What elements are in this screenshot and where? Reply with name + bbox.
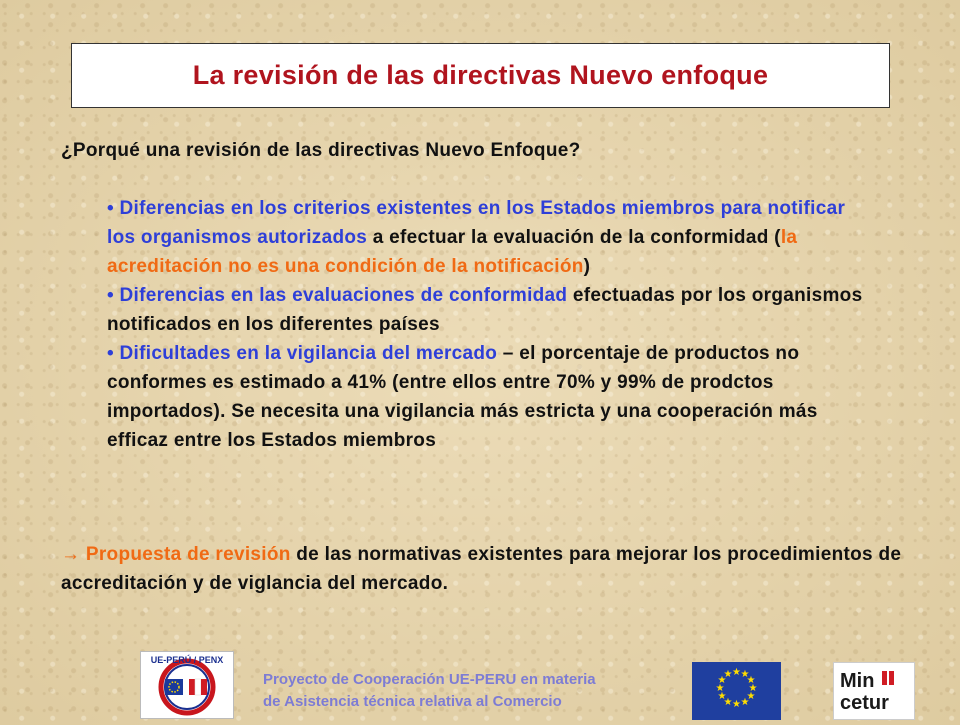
conclusion-highlight: → Propuesta de revisión (61, 544, 291, 565)
svg-text:★: ★ (715, 683, 725, 694)
eu-stars-icon (692, 662, 781, 720)
svg-text:★: ★ (732, 699, 741, 710)
svg-text:★: ★ (717, 691, 727, 702)
svg-text:★: ★ (748, 683, 758, 694)
bullet-item-3 (107, 339, 867, 455)
footer-project-text (263, 669, 693, 713)
conclusion (61, 540, 931, 598)
svg-text:★: ★ (746, 675, 756, 686)
conclusion-text: de las normativas existentes para mejorar los procedimientos de accreditación y de viglancia del mercado. (61, 544, 902, 594)
svg-text:★: ★ (732, 667, 741, 678)
bullet-2-text: efectuadas por los organismos notificados en los diferentes países (107, 285, 863, 335)
mincetur-logo-graphic (834, 663, 914, 719)
bullet-1-note: la acreditación no es una condición de la notificación (107, 227, 798, 277)
ue-peru-penx-logo (140, 651, 234, 719)
mincetur-text-2: cetur (840, 692, 889, 714)
footer-line-1: Proyecto de Cooperación UE-PERU en materia (263, 671, 596, 688)
footer-line-2: de Asistencia técnica relativa al Comercio (263, 693, 562, 710)
svg-text:★: ★ (723, 697, 733, 708)
bullet-3-text: – el porcentaje de productos no conformes es estimado a 41% (entre ellos entre 70% y 99% de prodctos importados). Se necesita una vigilancia más estricta y una cooperación más efficaz entre los Estados miembros (107, 343, 818, 451)
bullet-list (107, 194, 867, 455)
bullet-item-2 (107, 281, 867, 339)
bullet-1-end: ) (583, 256, 591, 277)
bullet-item-1 (107, 194, 867, 281)
question-heading: ¿Porqué una revisión de las directivas Nuevo Enfoque? (61, 140, 581, 161)
slide-title: La revisión de las directivas Nuevo enfoque (192, 60, 769, 90)
eu-flag-logo (692, 662, 781, 720)
bullet-2-highlight: Diferencias en las evaluaciones de conformidad (113, 285, 568, 306)
svg-text:★: ★ (740, 697, 750, 708)
bullet-marker: • (107, 285, 114, 306)
bullet-marker: • (107, 343, 114, 364)
mincetur-text-1: Min (840, 670, 875, 692)
bullet-3-highlight: Dificultades en la vigilancia del mercado (113, 343, 498, 364)
penx-logo-text: UE-PERÚ / PENX (150, 655, 224, 665)
bullet-marker: • (107, 198, 114, 219)
bullet-1-text: a efectuar la evaluación de la conformidad ( (367, 227, 781, 248)
svg-text:★: ★ (746, 691, 756, 702)
svg-text:★: ★ (717, 675, 727, 686)
svg-text:★: ★ (723, 669, 733, 680)
penx-logo-graphic (141, 652, 233, 718)
title-box (71, 43, 890, 108)
bullet-1-highlight: Diferencias en los criterios existentes en los Estados miembros para notificar los organismos autorizados (107, 198, 846, 248)
mincetur-logo (833, 662, 915, 720)
svg-text:★: ★ (740, 669, 750, 680)
